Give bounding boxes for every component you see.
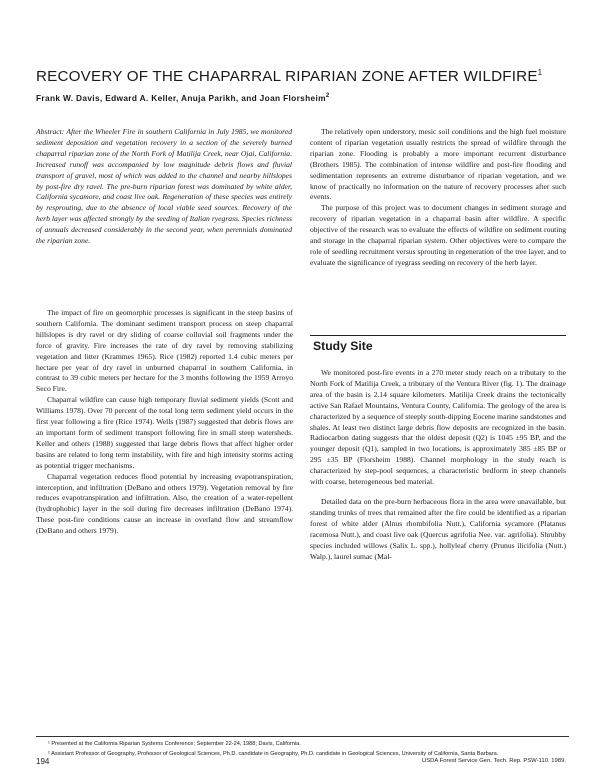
author-list: Frank W. Davis, Edward A. Keller, Anuja Parikh, and Joan Florsheim$^2$ [36,93,330,103]
body-paragraph: Detailed data on the pre-burn herbaceous flora in the area were unavailable, but standing trunks of trees that remained after the fire could be identified as a riparian forest of white alder (Alnus rhombifolia Nutt.), California sycamore (Platanus racemosa Nutt.), and coast live oak (Quercus agrifolia Nee. var. agrifolia). Shrubby species included willows (Salix L. spp.), hollyleaf cherry (Prunus ilicifolia (Nutt.) Walp.), laurel sumac (Mal- [310,496,566,561]
paper-title: RECOVERY OF THE CHAPARRAL RIPARIAN ZONE AFTER WILDFIRE$^1$ [36,68,543,86]
footnote-rule [36,736,569,737]
body-paragraph: We monitored post-fire events in a 270 meter study reach on a tributary to the North Fork of Matilija Creek, a tributary of the Ventura River (fig. 1). The drainage area of the basin is 2.14 square kilometers. Matilija Creek drains the tectonically active San Rafael Mountains, Ventura County, California. The geology of the area is characterized by a sequence of steeply south-dipping Eocene marine sandstones and shales. At least two distinct large debris flow deposits are recognized in the basin. Radiocarbon dating suggests that the oldest deposit (Q2) is 1045 ±95 BP, and the younger deposit (Q1), sampled in two locations, is approximately 385 ±85 BP or 295 ±35 BP (Florsheim 1988). Channel morphology in the study reach is characterized by step-pool sequences, a characteristic bedform in steep channels with coarse, heterogeneous bed material. [310,368,566,487]
body-paragraph: The relatively open understory, mesic soil conditions and the high fuel moisture content of riparian vegetation usually restricts the spread of wildfire through the riparian zone. Flooding is probably a more important recurrent disturbance (Brothers 1985). The combination of intense wildfire and post-fire flooding and sedimentation represents an extreme disturbance of riparian vegetation, and we know of practically no information on the nature of recovery processes after such events. [310,127,566,202]
footnote-2: ² Assistant Professor of Geography, Professor of Geological Sciences, Ph.D. candidate in Geography, Ph.D. candidate in Geological Sciences, University of California, Santa Barbara. [48,750,499,757]
abstract: Abstract: After the Wheeler Fire in southern California in July 1985, we monitored sediment deposition and vegetation recovery in a section of the severely burned chaparral riparian zone of the North Fork of Matilija Creek, near Ojai, California. Increased runoff was accompanied by low magnitude debris flows and fluvial transport of gravel, most of which was added to the channel and nearby hillslopes by post-fire dry ravel. The pre-burn riparian forest was dominated by white alder, California sycamore, and coast live oak. Regeneration of these species was entirely by resprouting, due to the absence of local viable seed sources. Recovery of the herb layer was affected strongly by the seeding of Italian ryegrass. Species richness of annuals decreased considerably in the second year, when perennials dominated the riparian zone. [36,127,292,246]
study-site-body [310,368,566,562]
body-paragraph: The purpose of this project was to document changes in sediment storage and recovery of riparian vegetation in a chaparral basin after wildfire. A specific objective of the research was to evaluate the effects of wildfire on sediment routing and storage in the chaparral riparian system. Other objectives were to compare the role of seedling recruitment versus sprouting in regeneration of the tree layer, and to evaluate the significance of ryegrass seeding on recovery of the herb layer. [310,203,566,267]
title-footnote-marker: 1 [537,68,543,77]
authors-footnote-marker: 2 [325,93,330,100]
footnotes [48,741,568,758]
body-paragraph: The impact of fire on geomorphic processes is significant in the steep basins of southern California. The dominant sediment transport process on steep chaparral hillslopes is dry ravel or dry sliding of coarse colluvial soil fragments under the force of gravity. Fire increases the rate of dry ravel by removing stabilizing vegetation and litter (Krammes 1965). Rice (1982) reported 1.4 cubic meters per hectare per year of dry ravel in unburned chaparral in southern California, in contrast to 39 cubic meters per hectare for the 3 months following the 1959 Arroyo Seco Fire. [36,308,293,394]
section-heading-study-site: Study Site [313,339,373,353]
footnote-1: ¹ Presented at the California Riparian Systems Conference; September 22-24, 1988; Davis, California. [48,741,301,747]
section-rule [310,335,566,336]
left-column-body [36,308,293,537]
body-paragraph: Chaparral wildfire can cause high temporary fluvial sediment yields (Scott and Williams 1978). Over 70 percent of the total long term sediment yield occurs in the first year following a fire (Rice 1974). Wells (1987) suggested that debris flows are an important form of sediment transport following fire in small steep watersheds. Keller and others (1988) suggested that large debris flows that affect higher order basins are related to long term instability, with fire and high intensity storms acting as potential trigger mechanisms. [36,395,293,470]
report-reference: USDA Forest Service Gen. Tech. Rep. PSW-110. 1989. [421,758,566,764]
body-paragraph: Chaparral vegetation reduces flood potential by increasing evapotranspiration, interception, and infiltration (DeBano and others 1979). Vegetation removal by fire reduces evapotranspiration and infiltration. Also, the creation of a water-repellent (hydrophobic) layer in the soil during fire decreases infiltration (DeBano 1974). These post-fire conditions cause an increase in overland flow and streamflow (DeBano and others 1979). [36,471,293,536]
page-number: 194 [36,757,50,766]
right-column-intro [310,127,566,269]
